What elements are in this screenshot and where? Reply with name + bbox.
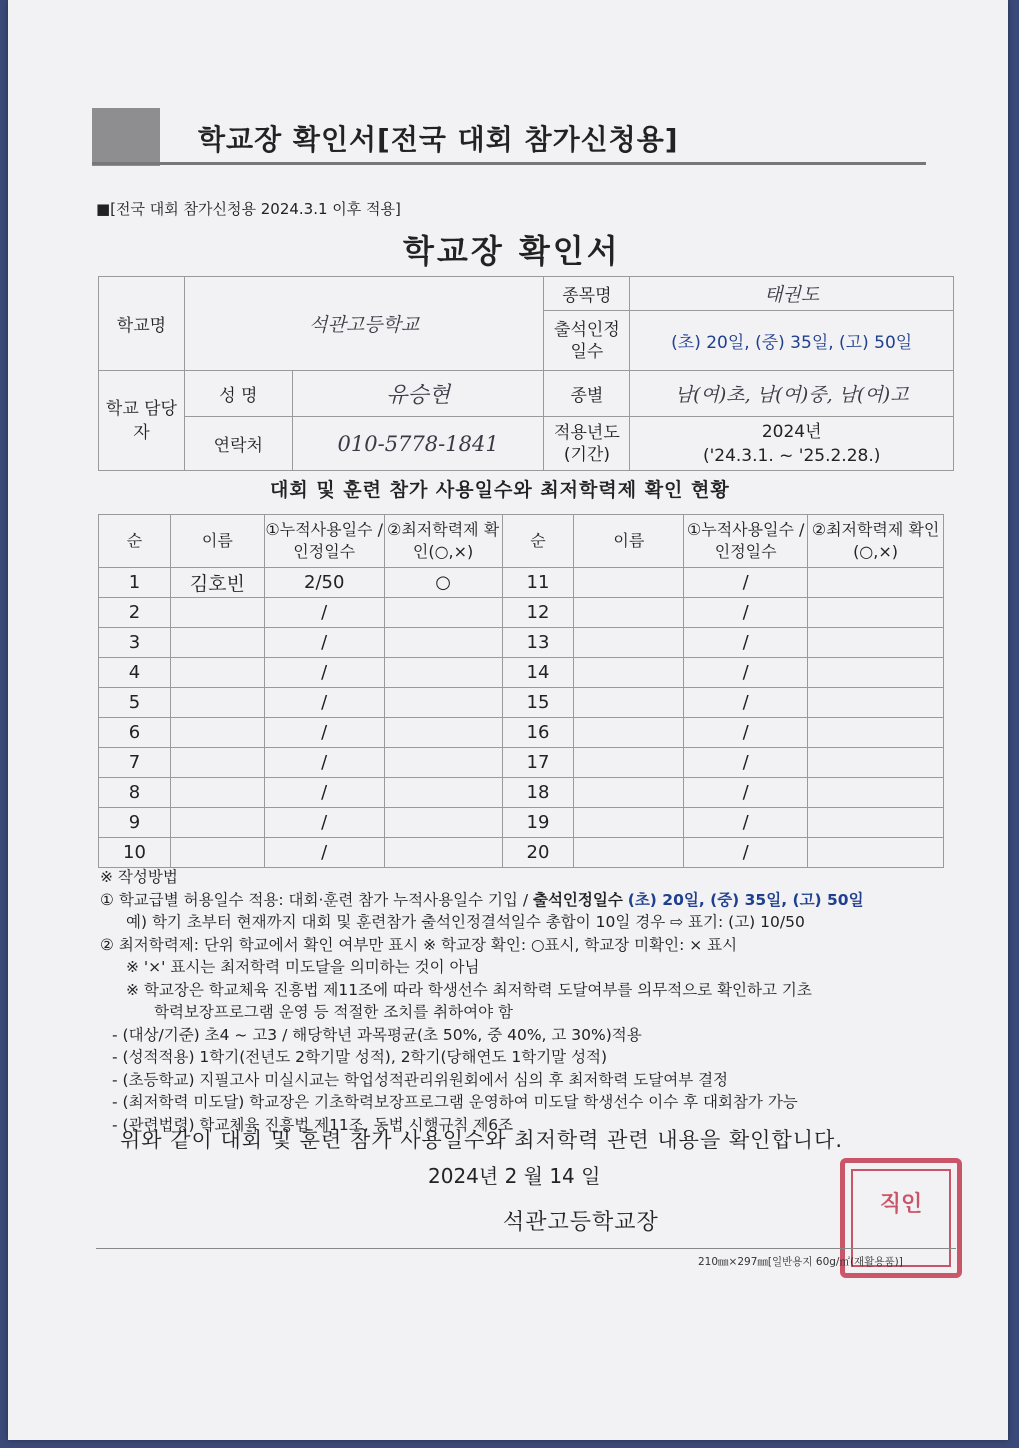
roster-cell-confirm bbox=[808, 688, 944, 718]
roster-cell-days: / bbox=[684, 838, 808, 868]
roster-cell-name bbox=[170, 808, 264, 838]
roster-cell-confirm bbox=[384, 718, 502, 748]
roster-cell-days: / bbox=[684, 598, 808, 628]
roster-cell-confirm bbox=[384, 748, 502, 778]
header-decor-box bbox=[92, 108, 160, 166]
roster-cell-days: / bbox=[684, 808, 808, 838]
roster-cell-confirm: ○ bbox=[384, 568, 502, 598]
issue-date: 2024년 2 월 14 일 bbox=[428, 1164, 601, 1188]
table-row bbox=[99, 658, 944, 688]
table-row bbox=[99, 778, 944, 808]
attendance-label: 출석인정 일수 bbox=[544, 311, 630, 371]
note-detail-4: - (최저학력 미도달) 학교장은 기초학력보장프로그램 운영하여 미도달 학생선수 이수 후 대회참가 가능 bbox=[112, 1093, 798, 1111]
note-detail-2: - (성적적용) 1학기(전년도 2학기말 성적), 2학기(당해연도 1학기말 성적) bbox=[112, 1048, 608, 1066]
roster-cell-days: / bbox=[684, 748, 808, 778]
table-row bbox=[99, 808, 944, 838]
roster-cell-days: / bbox=[264, 748, 384, 778]
header-days: ①누적사용일수 /인정일수 bbox=[684, 515, 808, 568]
form-title: 학교장 확인서 bbox=[403, 232, 621, 270]
roster-cell-no: 3 bbox=[99, 628, 171, 658]
note-detail-3: - (초등학교) 지필고사 미실시교는 학업성적관리위원회에서 심의 후 최저학력 도달여부 결정 bbox=[112, 1070, 729, 1089]
note-detail-5: - (관련법령) 학교체육 진흥법 제11조, 동법 시행규칙 제6조 bbox=[112, 1115, 514, 1134]
info-table bbox=[98, 276, 954, 471]
table-row bbox=[99, 718, 944, 748]
note-item-2-note2a: ※ 학교장은 학교체육 진흥법 제11조에 따라 학생선수 최저학력 도달여부를 의무적으로 확인하고 기초 bbox=[126, 980, 812, 999]
staff-label: 학교 담당자 bbox=[99, 371, 185, 471]
header-no: 순 bbox=[502, 515, 574, 568]
roster-cell-confirm bbox=[384, 658, 502, 688]
roster-title: 대회 및 훈련 참가 사용일수와 최저학력제 확인 현황 bbox=[270, 479, 730, 501]
roster-cell-no: 2 bbox=[99, 598, 171, 628]
roster-cell-days: 2/50 bbox=[264, 568, 384, 598]
note-item-1 bbox=[100, 889, 950, 912]
roster-cell-name: 김호빈 bbox=[170, 568, 264, 598]
table-row bbox=[99, 628, 944, 658]
paper-spec-footer: 210㎜×297㎜[일반용지 60g/㎡(재활용품)] bbox=[698, 1256, 903, 1268]
note-item-2: ② 최저학력제: 단위 학교에서 확인 여부만 표시 ※ 학교장 확인: ○표시, 학교장 미확인: × 표시 bbox=[100, 935, 738, 954]
applicability-note: ■[전국 대회 참가신청용 2024.3.1 이후 적용] bbox=[96, 200, 401, 218]
roster-cell-confirm bbox=[384, 778, 502, 808]
roster-cell-no: 7 bbox=[99, 748, 171, 778]
roster-cell-name bbox=[574, 688, 684, 718]
note-item-1-bold: 출석인정일수 bbox=[532, 890, 623, 909]
table-row bbox=[99, 748, 944, 778]
roster-cell-name bbox=[170, 658, 264, 688]
year-label: 적용년도 (기간) bbox=[544, 417, 630, 471]
roster-cell-confirm bbox=[808, 628, 944, 658]
seal-inner-border bbox=[851, 1169, 951, 1267]
note-item-2-note1: ※ '×' 표시는 최저학력 미도달을 의미하는 것이 아님 bbox=[126, 958, 480, 976]
roster-cell-name bbox=[170, 628, 264, 658]
roster-cell-no: 18 bbox=[502, 778, 574, 808]
type-label: 종별 bbox=[544, 371, 630, 417]
name-value: 유승현 bbox=[292, 371, 544, 417]
header-no: 순 bbox=[99, 515, 171, 568]
roster-table bbox=[98, 514, 944, 868]
roster-cell-no: 17 bbox=[502, 748, 574, 778]
roster-cell-no: 16 bbox=[502, 718, 574, 748]
roster-cell-no: 9 bbox=[99, 808, 171, 838]
roster-cell-days: / bbox=[684, 688, 808, 718]
roster-cell-days: / bbox=[264, 718, 384, 748]
roster-cell-name bbox=[574, 628, 684, 658]
note-detail-1: - (대상/기준) 초4 ~ 고3 / 해당학년 과목평균(초 50%, 중 40%, 고 30%)적용 bbox=[112, 1025, 642, 1044]
roster-cell-confirm bbox=[808, 718, 944, 748]
header-confirm: ②최저학력제 확인(○,×) bbox=[384, 515, 502, 568]
roster-cell-no: 1 bbox=[99, 568, 171, 598]
note-item-1-text: ① 학교급별 허용일수 적용: 대회·훈련 참가 누적사용일수 기입 / bbox=[100, 890, 533, 909]
roster-cell-confirm bbox=[808, 658, 944, 688]
note-item-2-note2b: 학력보장프로그램 운영 등 적절한 조치를 취하여야 함 bbox=[154, 1003, 513, 1021]
roster-cell-days: / bbox=[684, 568, 808, 598]
roster-cell-name bbox=[574, 658, 684, 688]
event-label: 종목명 bbox=[544, 277, 630, 311]
roster-cell-no: 6 bbox=[99, 718, 171, 748]
name-label: 성 명 bbox=[184, 371, 292, 417]
roster-cell-confirm bbox=[808, 568, 944, 598]
year-cell bbox=[630, 417, 954, 471]
roster-cell-days: / bbox=[684, 778, 808, 808]
header-confirm: ②최저학력제 확인(○,×) bbox=[808, 515, 944, 568]
roster-cell-confirm bbox=[808, 838, 944, 868]
document-page bbox=[8, 0, 1008, 1440]
roster-cell-name bbox=[574, 778, 684, 808]
roster-cell-name bbox=[170, 778, 264, 808]
seal-text: 직인 bbox=[879, 1191, 923, 1217]
roster-cell-no: 14 bbox=[502, 658, 574, 688]
roster-cell-days: / bbox=[264, 808, 384, 838]
footer-divider bbox=[96, 1248, 956, 1249]
roster-cell-no: 20 bbox=[502, 838, 574, 868]
roster-header-row bbox=[99, 515, 944, 568]
header-underline bbox=[92, 162, 926, 165]
contact-label: 연락처 bbox=[184, 417, 292, 471]
roster-cell-name bbox=[574, 568, 684, 598]
roster-cell-confirm bbox=[384, 598, 502, 628]
roster-cell-no: 10 bbox=[99, 838, 171, 868]
contact-value: 010-5778-1841 bbox=[292, 417, 544, 471]
roster-cell-days: / bbox=[264, 658, 384, 688]
roster-cell-name bbox=[170, 688, 264, 718]
roster-cell-no: 13 bbox=[502, 628, 574, 658]
table-row bbox=[99, 838, 944, 868]
type-value: 남(여)초, 남(여)중, 남(여)고 bbox=[630, 371, 954, 417]
roster-cell-name bbox=[170, 718, 264, 748]
roster-cell-confirm bbox=[808, 748, 944, 778]
roster-cell-no: 12 bbox=[502, 598, 574, 628]
table-row bbox=[99, 568, 944, 598]
roster-cell-days: / bbox=[264, 838, 384, 868]
header-days: ①누적사용일수 /인정일수 bbox=[264, 515, 384, 568]
roster-cell-name bbox=[574, 748, 684, 778]
table-row bbox=[99, 688, 944, 718]
roster-cell-name bbox=[574, 838, 684, 868]
roster-cell-name bbox=[170, 748, 264, 778]
roster-cell-confirm bbox=[808, 778, 944, 808]
header-name: 이름 bbox=[574, 515, 684, 568]
header-name: 이름 bbox=[170, 515, 264, 568]
roster-cell-no: 19 bbox=[502, 808, 574, 838]
roster-cell-confirm bbox=[384, 628, 502, 658]
roster-cell-days: / bbox=[264, 598, 384, 628]
roster-cell-days: / bbox=[684, 718, 808, 748]
event-value: 태권도 bbox=[630, 277, 954, 311]
table-row bbox=[99, 598, 944, 628]
roster-cell-name bbox=[170, 598, 264, 628]
roster-cell-days: / bbox=[264, 778, 384, 808]
roster-cell-confirm bbox=[808, 598, 944, 628]
document-header-title: 학교장 확인서[전국 대회 참가신청용] bbox=[198, 123, 679, 156]
roster-cell-days: / bbox=[684, 658, 808, 688]
note-item-1-days: (초) 20일, (중) 35일, (고) 50일 bbox=[627, 890, 864, 909]
instructions bbox=[100, 866, 950, 1136]
school-label: 학교명 bbox=[99, 277, 185, 371]
year-period: ('24.3.1. ~ '25.2.28.) bbox=[702, 445, 881, 466]
school-value: 석관고등학교 bbox=[184, 277, 544, 371]
roster-cell-no: 4 bbox=[99, 658, 171, 688]
roster-cell-days: / bbox=[684, 628, 808, 658]
principal-signature: 석관고등학교장 bbox=[503, 1210, 659, 1235]
note-item-1-example: 예) 학기 초부터 현재까지 대회 및 훈련참가 출석인정결석일수 총합이 10일 경우 ⇨ 표기: (고) 10/50 bbox=[126, 913, 805, 931]
notes-heading: ※ 작성방법 bbox=[100, 868, 178, 886]
confirmation-statement: 위와 같이 대회 및 훈련 참가 사용일수와 최저학력 관련 내용을 확인합니다. bbox=[120, 1128, 844, 1152]
attendance-value: (초) 20일, (중) 35일, (고) 50일 bbox=[630, 311, 954, 371]
roster-cell-name bbox=[574, 598, 684, 628]
roster-cell-name bbox=[574, 808, 684, 838]
year-value: 2024년 bbox=[761, 421, 822, 442]
roster-cell-days: / bbox=[264, 688, 384, 718]
roster-cell-confirm bbox=[808, 808, 944, 838]
roster-cell-confirm bbox=[384, 808, 502, 838]
roster-cell-no: 8 bbox=[99, 778, 171, 808]
roster-cell-confirm bbox=[384, 688, 502, 718]
roster-cell-days: / bbox=[264, 628, 384, 658]
roster-cell-no: 11 bbox=[502, 568, 574, 598]
roster-cell-no: 5 bbox=[99, 688, 171, 718]
roster-cell-confirm bbox=[384, 838, 502, 868]
roster-cell-no: 15 bbox=[502, 688, 574, 718]
roster-cell-name bbox=[170, 838, 264, 868]
roster-cell-name bbox=[574, 718, 684, 748]
